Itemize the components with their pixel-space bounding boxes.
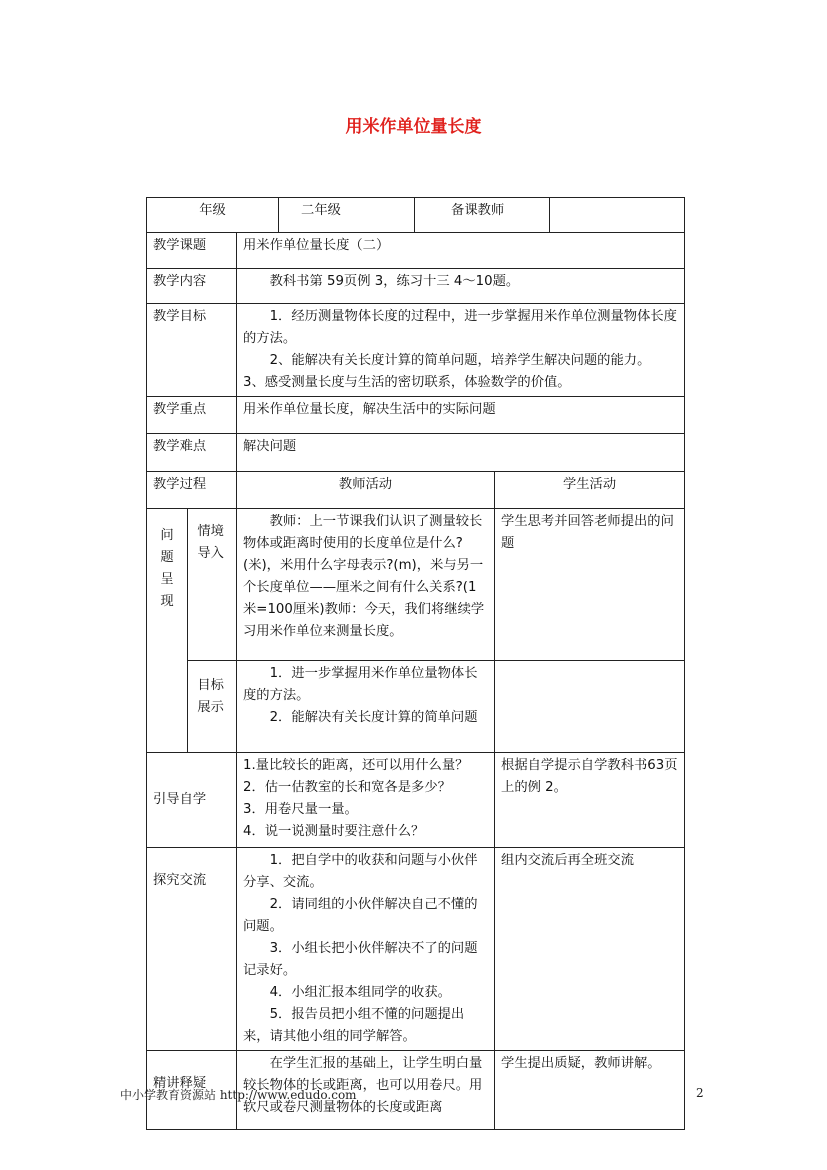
teacher-activity-header: 教师活动 — [237, 472, 495, 509]
content-label: 教学内容 — [147, 269, 237, 304]
page-number: 2 — [696, 1086, 704, 1100]
scenario-row — [147, 509, 685, 661]
target-cell — [237, 661, 495, 753]
explain-student: 学生提出质疑，教师讲解。 — [495, 1051, 685, 1130]
topic-row — [147, 233, 685, 269]
keypoint-label: 教学重点 — [147, 397, 237, 434]
target-item-2: 2．能解决有关长度计算的简单问题 — [269, 710, 478, 725]
explain-teacher: 在学生汇报的基础上，让学生明白量较长物体的长或距离，也可以用卷尺。用软尺或卷尺测量物体的长度或距离 — [237, 1051, 495, 1130]
explain-label-text: 精讲释疑 — [153, 1076, 207, 1091]
target-item-1: 1．进一步掌握用米作单位量物体长度的方法。 — [243, 666, 478, 703]
topic-value: 用米作单位量长度（二） — [237, 233, 685, 269]
explore-row — [147, 848, 685, 1051]
explore-item-4: 4．小组汇报本组同学的收获。 — [269, 985, 451, 1000]
self-study-item-4: 4．说一说测量时要注意什么？ — [243, 824, 425, 839]
teacher-value — [550, 198, 685, 233]
lesson-plan-table — [146, 197, 685, 1130]
difficulty-value: 解决问题 — [237, 434, 685, 472]
explore-student: 组内交流后再全班交流 — [495, 848, 685, 1051]
goals-row — [147, 304, 685, 397]
self-study-item-1: 1.量比较长的距离，还可以用什么量？ — [243, 758, 469, 773]
footer-source: 中小学教育资源站 http://www.edudo.com — [120, 1088, 357, 1102]
goal-item-3: 3、感受测量长度与生活的密切联系，体验数学的价值。 — [243, 375, 571, 390]
explore-label-text: 探究交流 — [153, 873, 207, 888]
topic-label: 教学课题 — [147, 233, 237, 269]
target-label-cell — [188, 661, 237, 753]
self-study-row — [147, 753, 685, 848]
self-study-cell — [237, 753, 495, 848]
grade-value: 二年级 — [279, 198, 415, 233]
problem-section-label — [147, 509, 188, 753]
explore-item-1: 1．把自学中的收获和问题与小伙伴分享、交流。 — [243, 853, 478, 890]
scenario-teacher: 教师：上一节课我们认识了测量较长物体或距离时使用的长度单位是什么?(米)，米用什么字母表示?(m)，米与另一个长度单位——厘米之间有什么关系?(1米=100厘米)教师：今天，我们将继续学习用米作单位来测量长度。 — [237, 509, 495, 661]
self-study-item-3: 3．用卷尺量一量。 — [243, 802, 358, 817]
grade-label: 年级 — [147, 198, 279, 233]
self-study-item-2: 2．估一估教室的长和宽各是多少？ — [243, 780, 451, 795]
process-header-row — [147, 472, 685, 509]
process-label: 教学过程 — [147, 472, 237, 509]
target-row — [147, 661, 685, 753]
explore-item-2: 2．请同组的小伙伴解决自己不懂的问题。 — [243, 897, 478, 934]
explore-cell — [237, 848, 495, 1051]
goal-item-2: 2、能解决有关长度计算的简单问题，培养学生解决问题的能力。 — [269, 353, 651, 368]
self-study-student: 根据自学提示自学教科书63页上的例 2。 — [495, 753, 685, 848]
explain-label — [147, 1051, 237, 1130]
explore-item-5: 5．报告员把小组不懂的问题提出来，请其他小组的同学解答。 — [243, 1007, 465, 1044]
scenario-label: 情境导入 — [197, 524, 224, 561]
difficulty-label: 教学难点 — [147, 434, 237, 472]
scenario-student: 学生思考并回答老师提出的问题 — [495, 509, 685, 661]
scenario-label-cell — [188, 509, 237, 661]
keypoint-value: 用米作单位量长度，解决生活中的实际问题 — [237, 397, 685, 434]
self-study-label: 引导自学 — [147, 753, 237, 848]
target-student — [495, 661, 685, 753]
explore-item-3: 3．小组长把小伙伴解决不了的问题记录好。 — [243, 941, 478, 978]
target-label: 目标展示 — [197, 678, 224, 715]
document-title: 用米作单位量长度 — [345, 117, 482, 137]
explain-row — [147, 1051, 685, 1130]
goals-label: 教学目标 — [147, 304, 237, 397]
goals-cell — [237, 304, 685, 397]
header-row — [147, 198, 685, 233]
problem-label-text: 问题呈现 — [160, 528, 174, 609]
content-value: 教科书第 59页例 3，练习十三 4～10题。 — [237, 269, 685, 304]
student-activity-header: 学生活动 — [495, 472, 685, 509]
goal-item-1: 1．经历测量物体长度的过程中，进一步掌握用米作单位测量物体长度的方法。 — [243, 309, 677, 346]
difficulty-row — [147, 434, 685, 472]
explore-label — [147, 848, 237, 1051]
content-row — [147, 269, 685, 304]
keypoint-row — [147, 397, 685, 434]
teacher-label: 备课教师 — [415, 198, 550, 233]
